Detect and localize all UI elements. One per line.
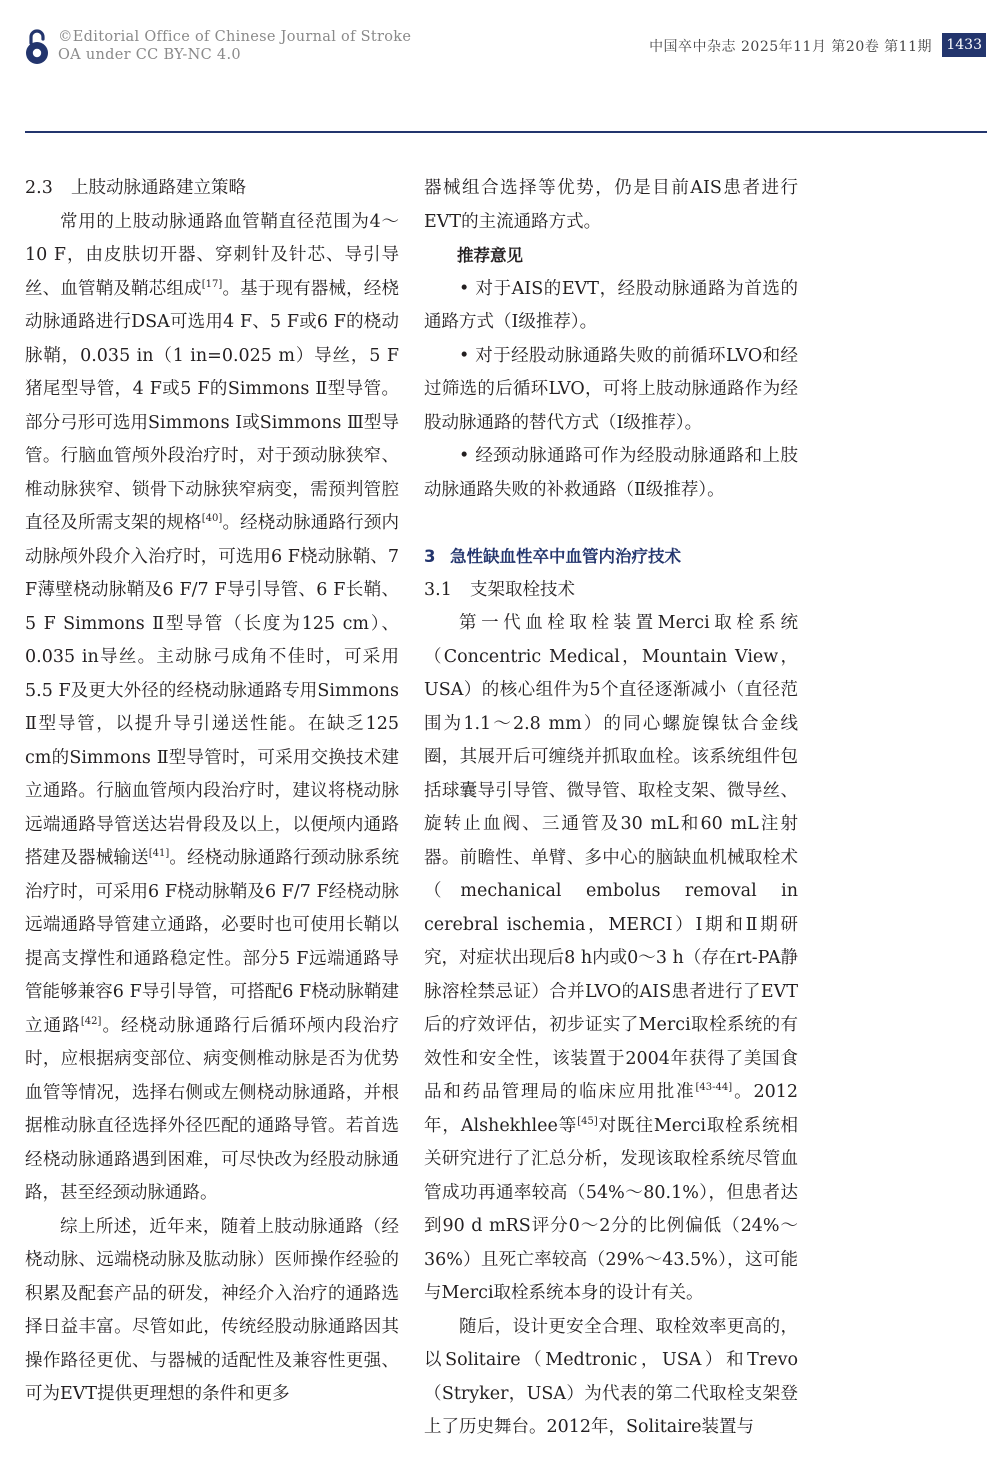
section-title: 急性缺血性卒中血管内治疗技术 <box>450 547 681 566</box>
paragraph <box>25 206 399 1211</box>
section-number: 2.3 <box>25 178 53 198</box>
recommendation-item: • 对于经股动脉通路失败的前循环LVO和经过筛选的后循环LVO，可将上肢动脉通路作为经股动脉通路的替代方式（Ⅰ级推荐）。 <box>424 345 798 433</box>
section-heading-3-1 <box>424 574 798 608</box>
page-header <box>0 0 1000 132</box>
citation-ref: [43-44] <box>695 1082 733 1093</box>
paragraph-continued: 器械组合选择等优势，仍是目前AIS患者进行EVT的主流通路方式。 <box>424 178 798 232</box>
citation-ref: [17] <box>201 278 223 290</box>
section-number: 3.1 <box>424 579 452 600</box>
recommendation-item: • 对于AIS的EVT，经股动脉通路为首选的通路方式（Ⅰ级推荐）。 <box>424 278 798 332</box>
text-run: 。基于现有器械，经桡动脉通路进行DSA可选用4 F、5 F或6 F的桡动脉鞘，0.035 in（1 in=0.025 m）导丝，5 F猪尾型导管，4 F或5 F的Simmons Ⅱ型导管。部分弓形可选用Simmons Ⅰ或Simmons Ⅲ型导管。行脑血管颅外段治疗时，对于颈动脉狭窄、椎动脉狭窄、锁骨下动脉狭窄病变，需预判管腔直径及所需支架的规格 <box>25 278 399 533</box>
text-run: 。2012年，Alshekhlee等 <box>424 1082 798 1136</box>
citation-ref: [42] <box>80 1015 102 1027</box>
open-access-lock-icon <box>24 28 50 66</box>
paragraph: 随后，设计更安全合理、取栓效率更高的，以Solitaire（Medtronic，USA）和Trevo（Stryker，USA）为代表的第二代取栓支架登上了历史舞台。2012年，Solitaire装置与 <box>424 1316 798 1437</box>
right-column <box>424 172 798 1445</box>
recommendation-item: • 经颈动脉通路可作为经股动脉通路和上肢动脉通路失败的补救通路（Ⅱ级推荐）。 <box>424 446 798 500</box>
journal-copyright <box>58 28 411 64</box>
recommendation-title: 推荐意见 <box>457 246 523 265</box>
header-rule <box>25 131 987 133</box>
paragraph <box>424 607 798 1311</box>
citation-ref: [45] <box>577 1115 598 1127</box>
text-run: 。经桡动脉通路行颈内动脉颅外段介入治疗时，可选用6 F桡动脉鞘、7 F薄壁桡动脉鞘及6 F/7 F导引导管、6 F长鞘、5 F Simmons Ⅱ型导管（长度为125 cm）、0.035 in导丝。主动脉弓成角不佳时，可采用5.5 F及更大外径的经桡动脉通路专用Simmons Ⅱ型导管，以提升导引递送性能。在缺乏125 cm的Simmons Ⅱ型导管时，可采用交换技术建立通路。行脑血管颅内段治疗时，建议将桡动脉远端通路导管送达岩骨段及以上，以便颅内通路搭建及器械输送 <box>25 513 399 868</box>
text-run: 第一代血栓取栓装置Merci取栓系统（Concentric Medical，Mountain View，USA）的核心组件为5个直径逐渐减小（直径范围为1.1～2.8 mm）的同心螺旋镍钛合金线圈，其展开后可缠绕并抓取血栓。该系统组件包括球囊导引导管、微导管、取栓支架、微导丝、旋转止血阀、三通管及30 mL和60 mL注射器。前瞻性、单臂、多中心的脑缺血机械取栓术（mechanical embolus removal in cerebral ischemia，MERCI）Ⅰ期和Ⅱ期研究，对症状出现后8 h内或0～3 h（存在rt-PA静脉溶栓禁忌证）合并LVO的AIS患者进行了EVT后的疗效评估，初步证实了Merci取栓系统的有效性和安全性，该装置于2004年获得了美国食品和药品管理局的临床应用批准 <box>424 613 798 1102</box>
left-column <box>25 172 399 1412</box>
page-number: 1433 <box>942 33 986 57</box>
section-title: 上肢动脉通路建立策略 <box>71 178 246 198</box>
text-run: 。经桡动脉通路行后循环颅内段治疗时，应根据病变部位、病变侧椎动脉是否为优势血管等情况，选择右侧或左侧桡动脉通路，并根据椎动脉直径选择外径匹配的通路导管。若首选经桡动脉通路遇到困难，可尽快改为经股动脉通路，甚至经颈动脉通路。 <box>25 1015 400 1203</box>
section-title: 支架取栓技术 <box>470 579 575 600</box>
text-run: 。经桡动脉通路行颈动脉系统治疗时，可采用6 F桡动脉鞘及6 F/7 F经桡动脉远端通路导管建立通路，必要时也可使用长鞘以提高支撑性和通路稳定性。部分5 F远端通路导管能够兼容6 F导引导管，可搭配6 F桡动脉鞘建立通路 <box>25 848 400 1036</box>
text-run: 常用的上肢动脉通路血管鞘直径范围为4～10 F，由皮肤切开器、穿刺针及针芯、导引导丝、血管鞘及鞘芯组成 <box>25 211 399 299</box>
citation-ref: [41] <box>148 848 170 859</box>
section-heading-3 <box>424 540 798 574</box>
citation-ref: [40] <box>201 513 223 524</box>
text-run: 对既往Merci取栓系统相关研究进行了汇总分析，发现该取栓系统尽管血管成功再通率较高（54%～80.1%），但患者达到90 d mRS评分0～2分的比例偏低（24%～36%）且死亡率较高（29%～43.5%），这可能与Merci取栓系统本身的设计有关。 <box>424 1115 798 1303</box>
section-heading-2-3 <box>25 172 399 206</box>
paragraph: 综上所述，近年来，随着上肢动脉通路（经桡动脉、远端桡动脉及肱动脉）医师操作经验的积累及配套产品的研发，神经介入治疗的通路选择日益丰富。尽管如此，传统经股动脉通路因其操作路径更优、与器械的适配性及兼容性更强、可为EVT提供更理想的条件和更多 <box>25 1216 399 1404</box>
section-number: 3 <box>424 547 436 566</box>
running-head: 中国卒中杂志 2025年11月 第20卷 第11期 <box>649 39 932 55</box>
license-line: OA under CC BY-NC 4.0 <box>58 47 241 63</box>
copyright-line: ©Editorial Office of Chinese Journal of Stroke <box>58 29 412 45</box>
